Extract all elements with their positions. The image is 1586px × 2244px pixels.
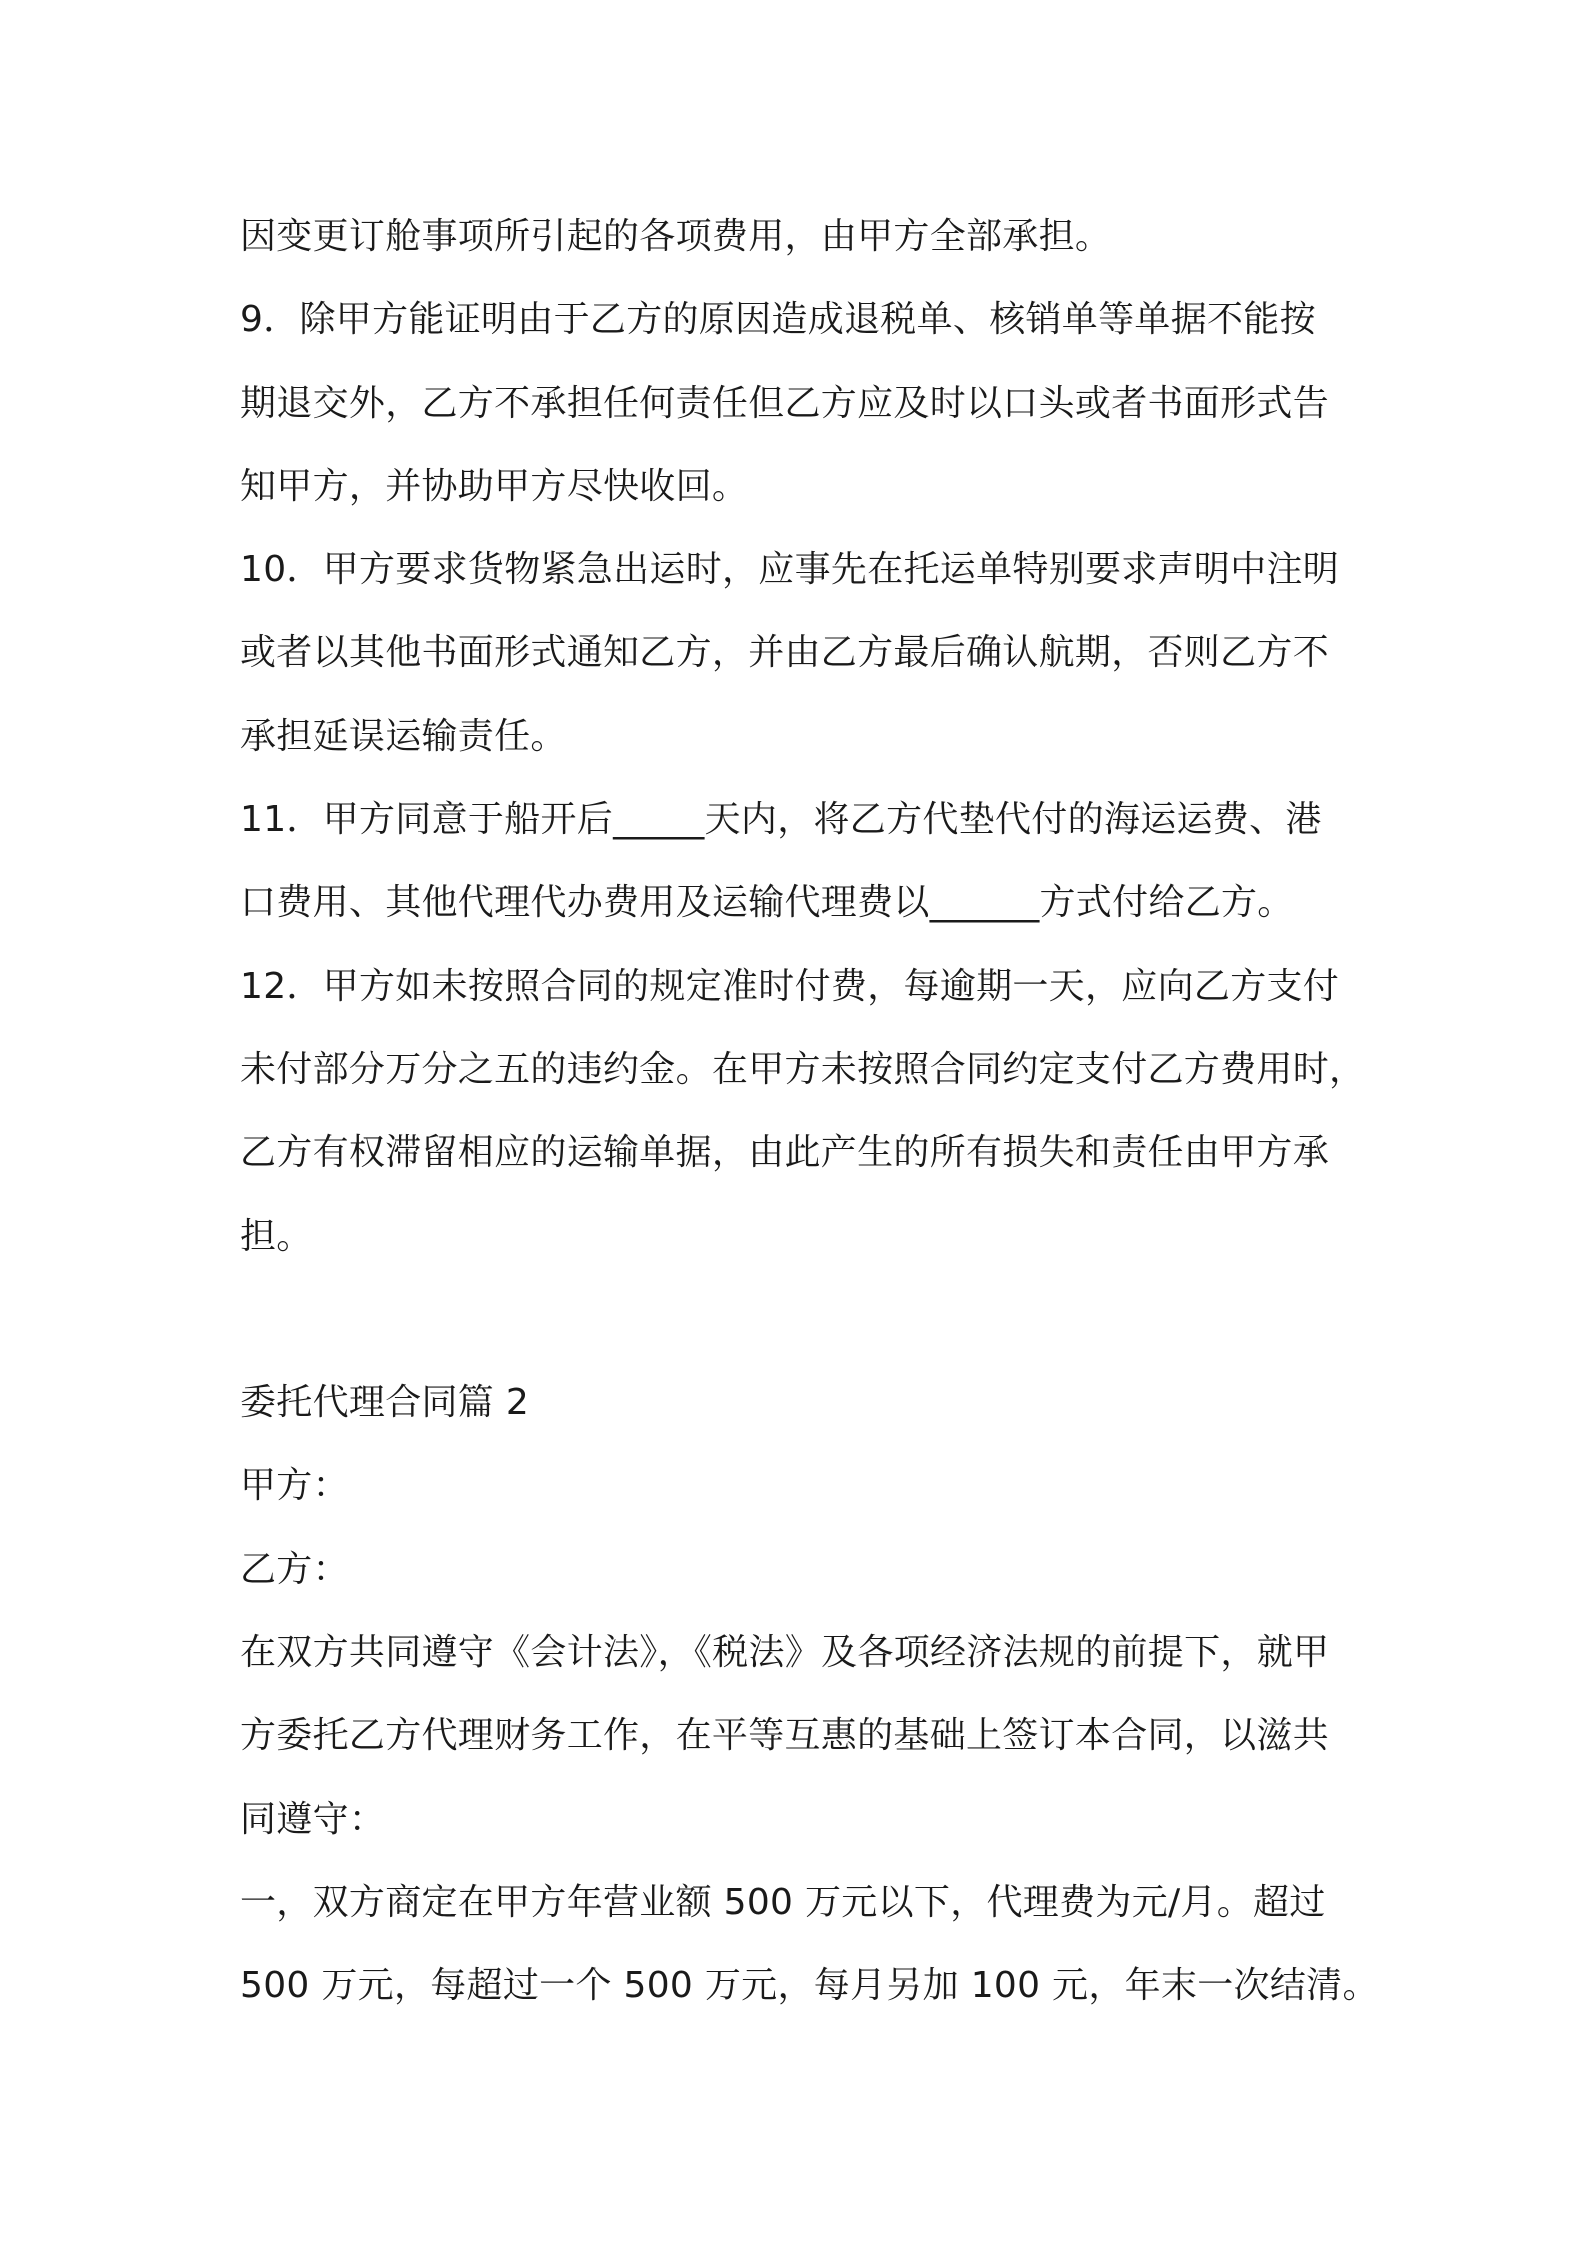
paragraph-line: 因变更订舱事项所引起的各项费用，由甲方全部承担。 bbox=[240, 216, 1112, 257]
clause-12-line: 未付部分万分之五的违约金。在甲方未按照合同约定支付乙方费用时， bbox=[240, 1048, 1366, 1090]
clause-9-line: 知甲方，并协助甲方尽快收回。 bbox=[240, 465, 749, 507]
clause-11-line: 11．甲方同意于船开后_____天内，将乙方代垫代付的海运运费、港 bbox=[240, 799, 1322, 841]
clause-1-line: 500 万元，每超过一个 500 万元，每月另加 100 元，年末一次结清。 bbox=[240, 1965, 1379, 2007]
clause-9-line: 期退交外，乙方不承担任何责任但乙方应及时以口头或者书面形式告 bbox=[240, 382, 1330, 424]
clause-9-line: 9．除甲方能证明由于乙方的原因造成退税单、核销单等单据不能按 bbox=[240, 299, 1316, 341]
section-title: 委托代理合同篇 2 bbox=[240, 1382, 530, 1424]
clause-12-line: 担。 bbox=[240, 1215, 313, 1257]
clause-10-line: 10．甲方要求货物紧急出运时，应事先在托运单特别要求声明中注明 bbox=[240, 549, 1340, 591]
preamble-line: 同遵守： bbox=[240, 1798, 386, 1840]
section-spacer bbox=[240, 1278, 1360, 1361]
party-a-label: 甲方： bbox=[240, 1465, 349, 1507]
clause-12-line: 乙方有权滞留相应的运输单据，由此产生的所有损失和责任由甲方承 bbox=[240, 1132, 1330, 1174]
party-b-label: 乙方： bbox=[240, 1548, 349, 1590]
clause-12-line: 12．甲方如未按照合同的规定准时付费，每逾期一天，应向乙方支付 bbox=[240, 965, 1340, 1007]
preamble-line: 在双方共同遵守《会计法》，《税法》及各项经济法规的前提下，就甲 bbox=[240, 1632, 1330, 1674]
clause-11-line: 口费用、其他代理代办费用及运输代理费以______方式付给乙方。 bbox=[240, 882, 1294, 924]
clause-1-line: 一，双方商定在甲方年营业额 500 万元以下，代理费为元/月。超过 bbox=[240, 1881, 1326, 1923]
preamble-line: 方委托乙方代理财务工作，在平等互惠的基础上签订本合同，以滋共 bbox=[240, 1715, 1330, 1757]
clause-10-line: 或者以其他书面形式通知乙方，并由乙方最后确认航期，否则乙方不 bbox=[240, 632, 1330, 674]
document-body bbox=[240, 195, 1379, 2028]
clause-10-line: 承担延误运输责任。 bbox=[240, 715, 567, 757]
